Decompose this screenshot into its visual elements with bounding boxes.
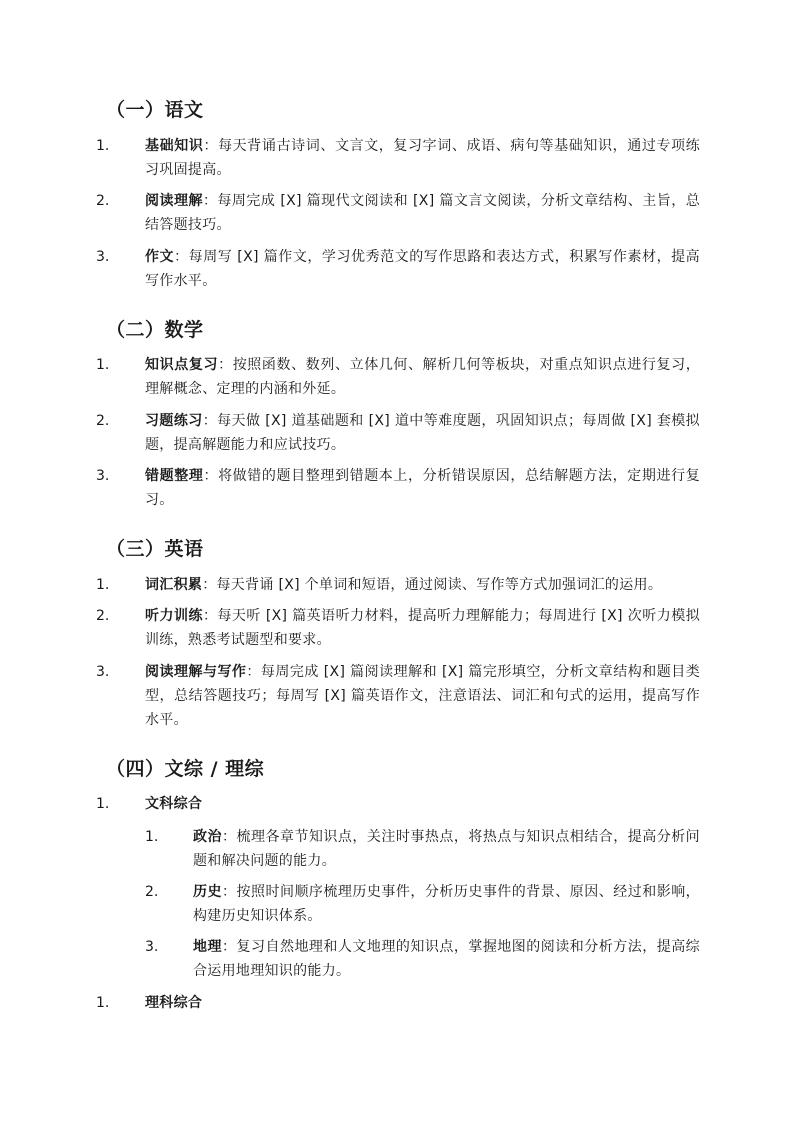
item-body: ：将做错的题目整理到错题本上，分析错误原因，总结解题方法，定期进行复习。 [145,468,700,508]
list-item-text [145,660,700,732]
list-item-text [145,353,700,401]
item-body: ：每天背诵古诗词、文言文，复习字词、成语、病句等基础知识，通过专项练习巩固提高。 [145,138,700,178]
list-item-text [145,134,700,182]
item-label: 错题整理 [145,468,204,484]
item-label: 理科综合 [145,995,203,1011]
list-number: 1. [96,577,110,593]
item-label: 作文 [145,249,175,265]
list-number: 3. [96,249,110,265]
list-item-text [145,573,700,597]
group-title [145,792,700,816]
item-body: ：每周写 [X] 篇作文，学习优秀范文的写作思路和表达方式，积累写作素材，提高写作水平。 [145,249,700,289]
item-label: 阅读理解 [145,193,203,209]
section-heading: （一）语文 [106,99,204,121]
item-body: ：每周完成 [X] 篇现代文阅读和 [X] 篇文言文阅读，分析文章结构、主旨，总结答题技巧。 [145,193,700,233]
item-body: ：每天做 [X] 道基础题和 [X] 道中等难度题，巩固知识点；每周做 [X] 套模拟题，提高解题能力和应试技巧。 [145,413,700,453]
list-number: 1. [96,995,110,1011]
group-title [145,991,700,1015]
section-heading: （二）数学 [106,319,204,341]
item-label: 阅读理解与写作 [145,664,247,680]
list-number: 3. [145,939,159,955]
item-body: ：每天听 [X] 篇英语听力材料，提高听力理解能力；每周进行 [X] 次听力模拟训练，熟悉考试题型和要求。 [145,608,700,648]
list-item-text [145,604,700,652]
item-body: ：按照函数、数列、立体几何、解析几何等板块，对重点知识点进行复习，理解概念、定理的内涵和外延。 [145,357,701,397]
list-number: 2. [96,608,110,624]
list-number: 3. [96,468,110,484]
item-label: 历史 [193,884,222,900]
list-number: 2. [96,193,110,209]
item-label: 听力训练 [145,608,203,624]
list-number: 2. [145,884,159,900]
list-item-text [193,935,700,983]
list-item-text [193,825,700,873]
item-body: ：每天背诵 [X] 个单词和短语，通过阅读、写作等方式加强词汇的运用。 [202,577,663,593]
list-number: 1. [96,796,110,812]
section-heading: （四）文综 / 理综 [106,758,265,780]
list-item-text [145,464,700,512]
item-label: 政治 [193,829,222,845]
item-body: ：按照时间顺序梳理历史事件，分析历史事件的背景、原因、经过和影响，构建历史知识体系。 [193,884,700,924]
item-label: 基础知识 [145,138,204,154]
item-label: 地理 [193,939,222,955]
list-item-text [145,245,700,293]
list-number: 1. [96,357,110,373]
list-number: 2. [96,413,110,429]
item-label: 文科综合 [145,796,203,812]
list-item-text [145,189,700,237]
section-heading: （三）英语 [106,538,204,560]
item-body: ：梳理各章节知识点，关注时事热点，将热点与知识点相结合，提高分析问题和解决问题的能力。 [193,829,700,869]
item-body: ：复习自然地理和人文地理的知识点，掌握地图的阅读和分析方法，提高综合运用地理知识的能力。 [193,939,700,979]
item-body: ：每周完成 [X] 篇阅读理解和 [X] 篇完形填空，分析文章结构和题目类型，总结答题技巧；每周写 [X] 篇英语作文，注意语法、词汇和句式的运用，提高写作水平。 [145,664,700,728]
item-label: 习题练习 [145,413,203,429]
item-label: 知识点复习 [145,357,219,373]
list-item-text [193,880,700,928]
list-number: 1. [96,138,110,154]
list-number: 1. [145,829,159,845]
item-label: 词汇积累 [145,577,203,593]
list-number: 3. [96,664,110,680]
list-item-text [145,409,700,457]
